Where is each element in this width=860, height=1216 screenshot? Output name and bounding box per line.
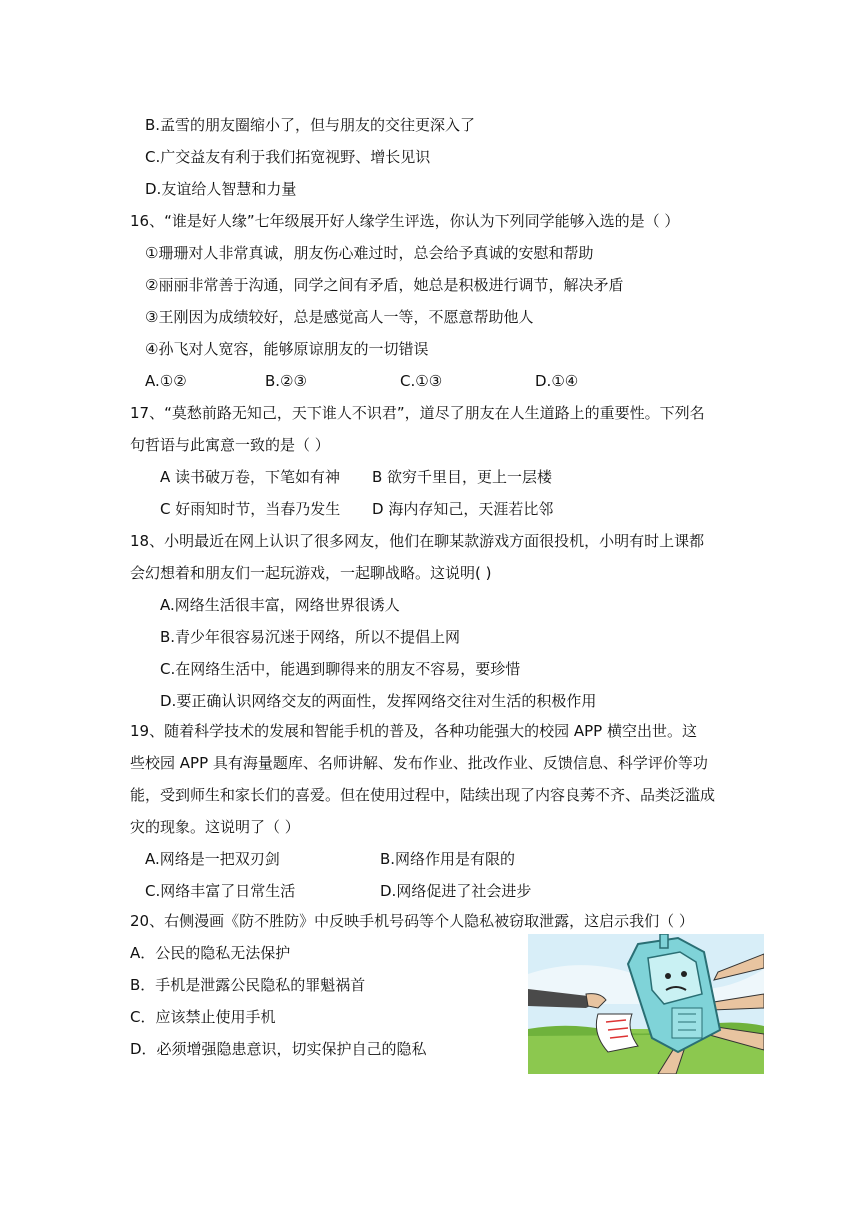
- q18-stem-line1: 18、小明最近在网上认识了很多网友，他们在聊某款游戏方面很投机，小明有时上课都: [130, 532, 705, 550]
- q17-choice-b: B 欲穷千里目，更上一层楼: [372, 468, 553, 486]
- q19-stem-line2: 些校园 APP 具有海量题库、名师讲解、发布作业、批改作业、反馈信息、科学评价等功: [130, 754, 708, 772]
- q15-option-d: D.友谊给人智慧和力量: [145, 180, 297, 198]
- q16-choice-a: A.①②: [145, 372, 187, 390]
- q19-choice-a: A.网络是一把双刃剑: [145, 850, 280, 868]
- phone-privacy-cartoon: [528, 934, 764, 1074]
- q16-item-1: ①珊珊对人非常真诚，朋友伤心难过时，总会给予真诚的安慰和帮助: [145, 244, 594, 262]
- q17-stem-line1: 17、“莫愁前路无知己，天下谁人不识君”，道尽了朋友在人生道路上的重要性。下列名: [130, 404, 705, 422]
- q20-stem: 20、右侧漫画《防不胜防》中反映手机号码等个人隐私被窃取泄露，这启示我们（ ）: [130, 912, 694, 930]
- q17-choice-a: A 读书破万卷，下笔如有神: [160, 468, 341, 486]
- q18-choice-c: C.在网络生活中，能遇到聊得来的朋友不容易，要珍惜: [160, 660, 521, 678]
- q16-choice-b: B.②③: [265, 372, 307, 390]
- q20-choice-d: D．必须增强隐患意识，切实保护自己的隐私: [130, 1040, 427, 1058]
- q16-item-3: ③王刚因为成绩较好，总是感觉高人一等，不愿意帮助他人: [145, 308, 534, 326]
- q19-choice-b: B.网络作用是有限的: [380, 850, 516, 868]
- q20-choice-a: A．公民的隐私无法保护: [130, 944, 291, 962]
- q18-stem-line2: 会幻想着和朋友们一起玩游戏，一起聊战略。这说明( ): [130, 564, 492, 582]
- q17-choice-d: D 海内存知己，天涯若比邻: [372, 500, 554, 518]
- q19-stem-line4: 灾的现象。这说明了（ ）: [130, 818, 300, 836]
- q16-stem: 16、“谁是好人缘”七年级展开好人缘学生评选，你认为下列同学能够入选的是（ ）: [130, 212, 680, 230]
- q16-choice-c: C.①③: [400, 372, 443, 390]
- q19-choice-c: C.网络丰富了日常生活: [145, 882, 296, 900]
- q17-stem-line2: 句哲语与此寓意一致的是（ ）: [130, 436, 330, 454]
- q19-choice-d: D.网络促进了社会进步: [380, 882, 532, 900]
- q18-choice-b: B.青少年很容易沉迷于网络，所以不提倡上网: [160, 628, 461, 646]
- q20-choice-b: B．手机是泄露公民隐私的罪魁祸首: [130, 976, 366, 994]
- q15-option-b: B.孟雪的朋友圈缩小了，但与朋友的交往更深入了: [145, 116, 476, 134]
- q18-choice-a: A.网络生活很丰富，网络世界很诱人: [160, 596, 400, 614]
- q19-stem-line1: 19、随着科学技术的发展和智能手机的普及，各种功能强大的校园 APP 横空出世。这: [130, 722, 697, 740]
- q17-choice-c: C 好雨知时节，当春乃发生: [160, 500, 341, 518]
- q19-stem-line3: 能，受到师生和家长们的喜爱。但在使用过程中，陆续出现了内容良莠不齐、品类泛滥成: [130, 786, 716, 804]
- q15-option-c: C.广交益友有利于我们拓宽视野、增长见识: [145, 148, 431, 166]
- comic-illustration: [528, 934, 764, 1074]
- q16-choice-d: D.①④: [535, 372, 579, 390]
- q16-item-2: ②丽丽非常善于沟通，同学之间有矛盾，她总是积极进行调节，解决矛盾: [145, 276, 624, 294]
- q16-item-4: ④孙飞对人宽容，能够原谅朋友的一切错误: [145, 340, 429, 358]
- q20-choice-c: C．应该禁止使用手机: [130, 1008, 276, 1026]
- q18-choice-d: D.要正确认识网络交友的两面性，发挥网络交往对生活的积极作用: [160, 692, 597, 710]
